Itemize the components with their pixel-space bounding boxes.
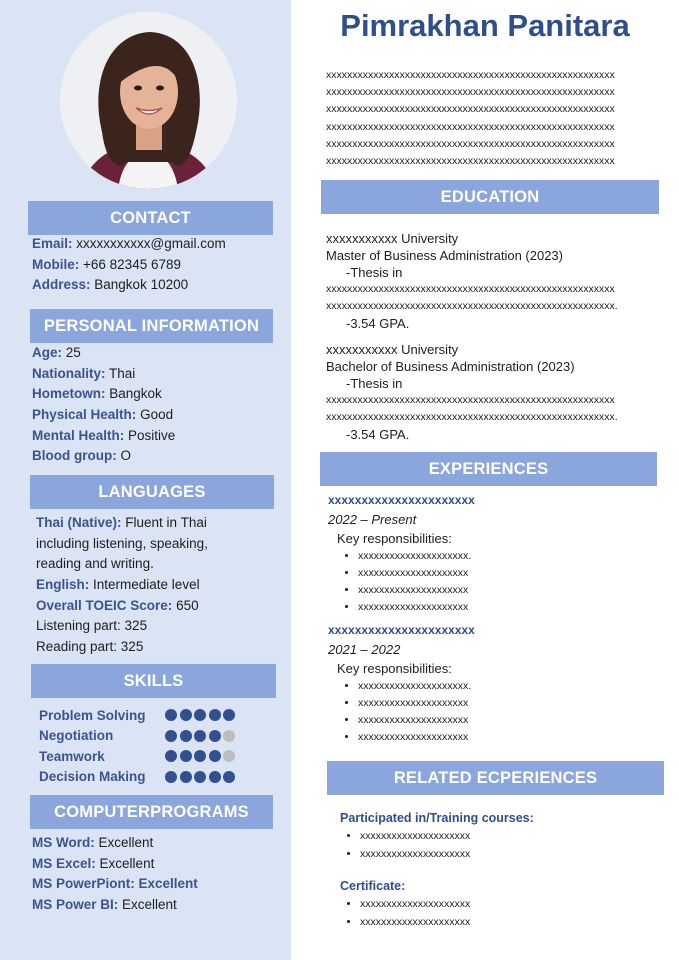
job-entry <box>328 621 658 746</box>
list-item: • xxxxxxxxxxxxxxxxxxxxx <box>358 599 658 616</box>
list-item: • xxxxxxxxxxxxxxxxxxxxx <box>358 729 658 746</box>
profile-photo <box>60 12 237 189</box>
thai-label: Thai (Native): <box>36 515 122 530</box>
thesis-text: xxxxxxxxxxxxxxxxxxxxxxxxxxxxxxxxxxxxxxxxxxxxxxxxxxxxxxx. <box>326 411 618 423</box>
list-item: • xxxxxxxxxxxxxxxxxxxxx <box>360 828 660 846</box>
english-value: Intermediate level <box>93 577 200 593</box>
rating-dot-icon <box>165 750 177 762</box>
skill-name: Problem Solving <box>39 707 146 723</box>
job-period: 2021 – 2022 <box>328 642 401 657</box>
training-section <box>340 809 660 863</box>
personal-info-heading: PERSONAL INFORMATION <box>30 309 273 343</box>
skill-rating <box>165 750 235 762</box>
rating-dot-icon <box>223 771 235 783</box>
mental-health-label: Mental Health: <box>32 427 125 443</box>
rating-dot-icon <box>194 771 206 783</box>
responsibilities-list <box>328 678 658 746</box>
rating-dot-icon <box>180 750 192 762</box>
skill-rating <box>165 730 235 742</box>
mobile-value: +66 82345 6789 <box>83 256 181 272</box>
candidate-name: Pimrakhan Panitara <box>340 8 630 43</box>
skill-row <box>39 746 239 767</box>
ms-word-value: Excellent <box>98 835 154 850</box>
gpa: -3.54 GPA. <box>346 427 410 442</box>
physical-health-label: Physical Health: <box>32 407 137 423</box>
education-entry-master <box>326 230 666 332</box>
age-value: 25 <box>65 345 81 360</box>
about-line: xxxxxxxxxxxxxxxxxxxxxxxxxxxxxxxxxxxxxxxxxxxxxxxxxxxxxxx <box>326 120 615 133</box>
skill-row <box>39 705 239 726</box>
reading-score: Reading part: 325 <box>36 639 144 655</box>
rating-dot-icon <box>194 750 206 762</box>
job-period: 2022 – Present <box>328 512 417 527</box>
about-line: xxxxxxxxxxxxxxxxxxxxxxxxxxxxxxxxxxxxxxxxxxxxxxxxxxxxxxx <box>326 86 615 99</box>
rating-dot-icon <box>194 709 206 721</box>
programs-list <box>32 833 198 916</box>
company-name: xxxxxxxxxxxxxxxxxxxxxx <box>328 623 475 637</box>
toeic-label: Overall TOEIC Score: <box>36 597 173 613</box>
skill-rating <box>165 709 235 721</box>
skill-row <box>39 726 239 747</box>
contact-list <box>32 234 226 296</box>
languages-list <box>36 513 208 658</box>
hometown-value: Bangkok <box>109 386 162 402</box>
rating-dot-icon <box>165 730 177 742</box>
blood-group-value: O <box>120 448 132 464</box>
rating-dot-icon <box>180 771 192 783</box>
training-list <box>340 828 660 863</box>
rating-dot-icon <box>180 709 192 721</box>
about-line: xxxxxxxxxxxxxxxxxxxxxxxxxxxxxxxxxxxxxxxxxxxxxxxxxxxxxxx <box>326 137 615 150</box>
about-line: xxxxxxxxxxxxxxxxxxxxxxxxxxxxxxxxxxxxxxxxxxxxxxxxxxxxxxx <box>326 69 615 81</box>
certificate-list <box>340 896 660 931</box>
rating-dot-icon <box>223 730 235 742</box>
ms-excel-label: MS Excel: <box>32 855 96 871</box>
list-item: • xxxxxxxxxxxxxxxxxxxxx <box>358 695 658 712</box>
ms-word-label: MS Word: <box>32 835 95 850</box>
nationality-label: Nationality: <box>32 365 106 381</box>
list-item: • xxxxxxxxxxxxxxxxxxxxx <box>360 896 660 914</box>
hometown-label: Hometown: <box>32 386 106 402</box>
education-heading: EDUCATION <box>321 180 659 214</box>
skill-rating <box>165 771 235 783</box>
list-item: • xxxxxxxxxxxxxxxxxxxxx. <box>358 678 658 695</box>
responsibilities-list <box>328 548 658 616</box>
education-entry-bachelor <box>326 341 666 443</box>
thesis-label: -Thesis in <box>346 376 403 391</box>
about-line: xxxxxxxxxxxxxxxxxxxxxxxxxxxxxxxxxxxxxxxxxxxxxxxxxxxxxxx <box>326 103 615 116</box>
skills-heading: SKILLS <box>31 664 276 698</box>
thesis-label: -Thesis in <box>346 265 403 280</box>
portrait-avatar-icon <box>60 12 237 189</box>
personal-info-list <box>32 343 175 467</box>
responsibilities-label: Key responsibilities: <box>337 661 452 676</box>
address-value: Bangkok 10200 <box>94 277 189 293</box>
rating-dot-icon <box>209 750 221 762</box>
ms-excel-value: Excellent <box>99 855 155 871</box>
list-item: • xxxxxxxxxxxxxxxxxxxxx. <box>358 548 658 565</box>
programs-heading: COMPUTERPROGRAMS <box>30 795 273 829</box>
thai-line2: including listening, speaking, <box>36 535 208 551</box>
thesis-text: xxxxxxxxxxxxxxxxxxxxxxxxxxxxxxxxxxxxxxxxxxxxxxxxxxxxxxx. <box>326 300 618 312</box>
age-label: Age: <box>32 345 62 360</box>
rating-dot-icon <box>165 709 177 721</box>
skill-name: Teamwork <box>39 748 105 764</box>
toeic-value: 650 <box>176 597 199 613</box>
rating-dot-icon <box>223 709 235 721</box>
thesis-text: xxxxxxxxxxxxxxxxxxxxxxxxxxxxxxxxxxxxxxxxxxxxxxxxxxxxxxx <box>326 283 615 295</box>
email-value: xxxxxxxxxxx@gmail.com <box>76 236 226 251</box>
skill-name: Decision Making <box>39 769 146 785</box>
training-label: Participated in/Training courses: <box>340 811 534 825</box>
thai-line3: reading and writing. <box>36 556 154 572</box>
rating-dot-icon <box>209 709 221 721</box>
about-paragraph <box>326 67 662 170</box>
company-name: xxxxxxxxxxxxxxxxxxxxxx <box>328 493 475 507</box>
ms-powerbi-value: Excellent <box>122 897 177 913</box>
physical-health-value: Good <box>140 407 174 423</box>
rating-dot-icon <box>209 730 221 742</box>
about-line: xxxxxxxxxxxxxxxxxxxxxxxxxxxxxxxxxxxxxxxxxxxxxxxxxxxxxxx <box>326 154 615 167</box>
list-item: • xxxxxxxxxxxxxxxxxxxxx <box>358 565 658 582</box>
school-name: xxxxxxxxxxx University <box>326 231 459 246</box>
ms-powerbi-label: MS Power BI: <box>32 897 119 913</box>
degree: Master of Business Administration (2023) <box>326 248 563 263</box>
gpa: -3.54 GPA. <box>346 316 410 331</box>
job-entry <box>328 491 658 616</box>
address-label: Address: <box>32 277 91 293</box>
certificate-section <box>340 877 660 931</box>
certificate-label: Certificate: <box>340 879 406 893</box>
mental-health-value: Positive <box>128 427 176 443</box>
ms-powerpoint-label: MS PowerPiont: Excellent <box>32 876 198 892</box>
listening-score: Listening part: 325 <box>36 618 148 634</box>
mobile-label: Mobile: <box>32 256 80 272</box>
rating-dot-icon <box>165 771 177 783</box>
responsibilities-label: Key responsibilities: <box>337 531 452 546</box>
list-item: • xxxxxxxxxxxxxxxxxxxxx <box>360 846 660 864</box>
rating-dot-icon <box>180 730 192 742</box>
email-label: Email: <box>32 236 73 251</box>
experiences-heading: EXPERIENCES <box>320 452 657 486</box>
degree: Bachelor of Business Administration (2023) <box>326 359 575 374</box>
thesis-text: xxxxxxxxxxxxxxxxxxxxxxxxxxxxxxxxxxxxxxxxxxxxxxxxxxxxxxx <box>326 394 615 406</box>
skill-row <box>39 767 239 788</box>
contact-heading: CONTACT <box>28 201 273 235</box>
list-item: • xxxxxxxxxxxxxxxxxxxxx <box>358 712 658 729</box>
thai-line1: Fluent in Thai <box>125 515 207 530</box>
rating-dot-icon <box>223 750 235 762</box>
blood-group-label: Blood group: <box>32 448 117 464</box>
list-item: • xxxxxxxxxxxxxxxxxxxxx <box>358 582 658 599</box>
nationality-value: Thai <box>109 365 136 381</box>
rating-dot-icon <box>194 730 206 742</box>
rating-dot-icon <box>209 771 221 783</box>
languages-heading: LANGUAGES <box>30 475 274 509</box>
skill-name: Negotiation <box>39 728 114 744</box>
english-label: English: <box>36 577 90 593</box>
list-item: • xxxxxxxxxxxxxxxxxxxxx <box>360 914 660 932</box>
related-experiences-heading: RELATED ECPERIENCES <box>327 761 664 795</box>
school-name: xxxxxxxxxxx University <box>326 342 459 357</box>
